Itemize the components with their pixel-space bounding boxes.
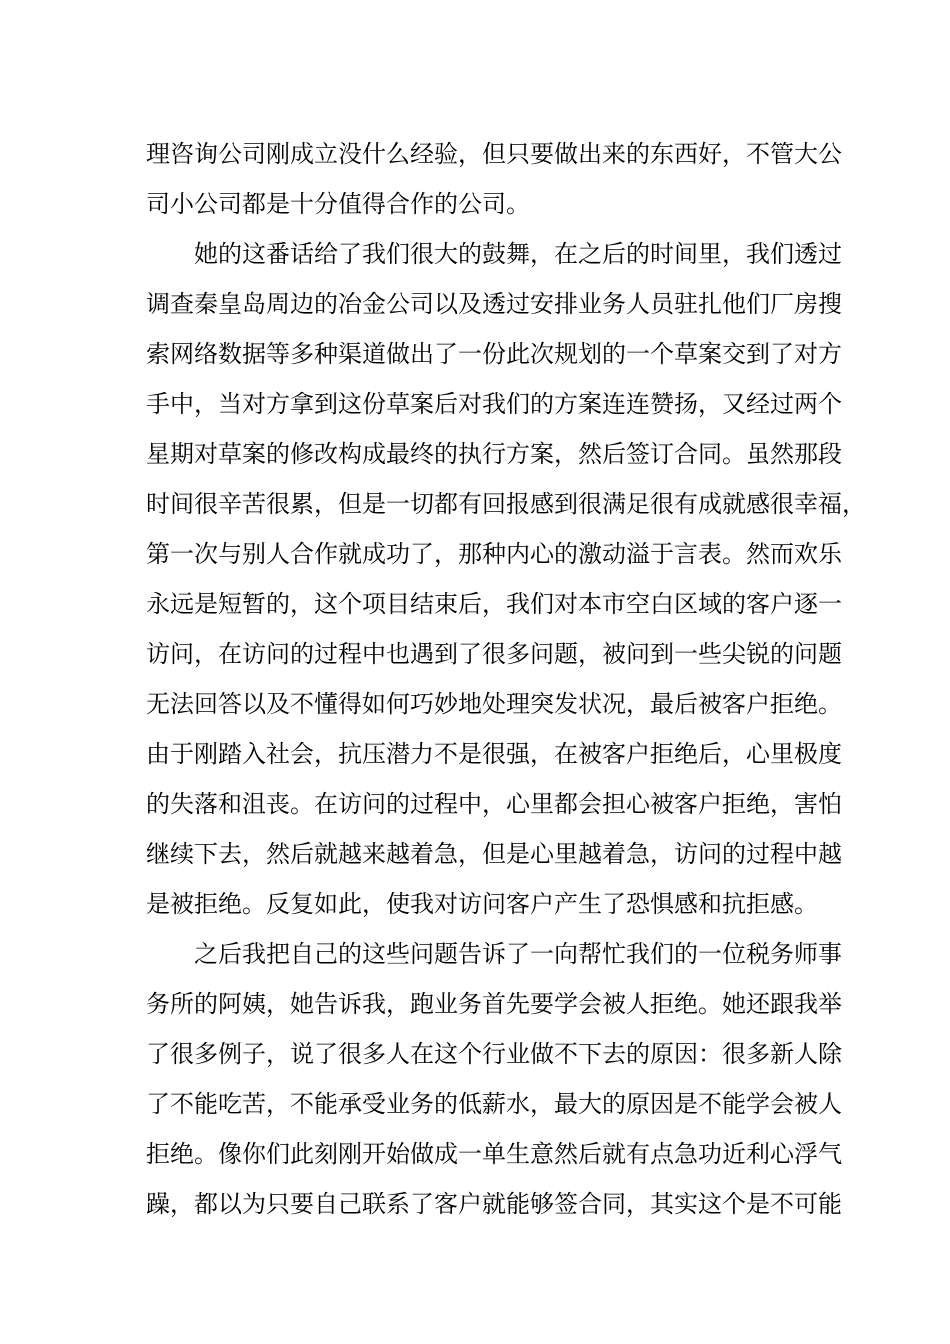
text-line: 调查秦皇岛周边的冶金公司以及透过安排业务人员驻扎他们厂房搜 xyxy=(146,290,842,318)
text-line: 由于刚踏入社会，抗压潜力不是很强，在被客户拒绝后，心里极度 xyxy=(146,740,842,768)
body-text xyxy=(146,129,866,1229)
text-line: 时间很辛苦很累，但是一切都有回报感到很满足很有成就感很幸福， xyxy=(146,490,866,518)
text-line: 索网络数据等多种渠道做出了一份此次规划的一个草案交到了对方 xyxy=(146,340,842,368)
text-line: 躁，都以为只要自己联系了客户就能够签合同，其实这个是不可能 xyxy=(146,1190,842,1218)
text-line: 是被拒绝。反复如此，使我对访问客户产生了恐惧感和抗拒感。 xyxy=(146,890,818,918)
text-line: 拒绝。像你们此刻刚开始做成一单生意然后就有点急功近利心浮气 xyxy=(146,1140,842,1168)
text-line: 无法回答以及不懂得如何巧妙地处理突发状况，最后被客户拒绝。 xyxy=(146,690,842,718)
text-line: 了不能吃苦，不能承受业务的低薪水，最大的原因是不能学会被人 xyxy=(146,1090,842,1118)
text-line: 星期对草案的修改构成最终的执行方案，然后签订合同。虽然那段 xyxy=(146,440,842,468)
text-line: 永远是短暂的，这个项目结束后，我们对本市空白区域的客户逐一 xyxy=(146,590,842,618)
text-line: 务所的阿姨，她告诉我，跑业务首先要学会被人拒绝。她还跟我举 xyxy=(146,990,842,1018)
text-line: 理咨询公司刚成立没什么经验，但只要做出来的东西好，不管大公 xyxy=(146,140,842,168)
text-line: 之后我把自己的这些问题告诉了一向帮忙我们的一位税务师事 xyxy=(194,940,842,968)
text-line: 的失落和沮丧。在访问的过程中，心里都会担心被客户拒绝，害怕 xyxy=(146,790,842,818)
text-line: 了很多例子，说了很多人在这个行业做不下去的原因：很多新人除 xyxy=(146,1040,842,1068)
text-line: 手中，当对方拿到这份草案后对我们的方案连连赞扬，又经过两个 xyxy=(146,390,842,418)
text-line: 访问，在访问的过程中也遇到了很多问题，被问到一些尖锐的问题 xyxy=(146,640,842,668)
text-line: 继续下去，然后就越来越着急，但是心里越着急，访问的过程中越 xyxy=(146,840,842,868)
text-line: 第一次与别人合作就成功了，那种内心的激动溢于言表。然而欢乐 xyxy=(146,540,842,568)
text-line: 她的这番话给了我们很大的鼓舞，在之后的时间里，我们透过 xyxy=(194,240,842,268)
text-line: 司小公司都是十分值得合作的公司。 xyxy=(146,190,530,218)
